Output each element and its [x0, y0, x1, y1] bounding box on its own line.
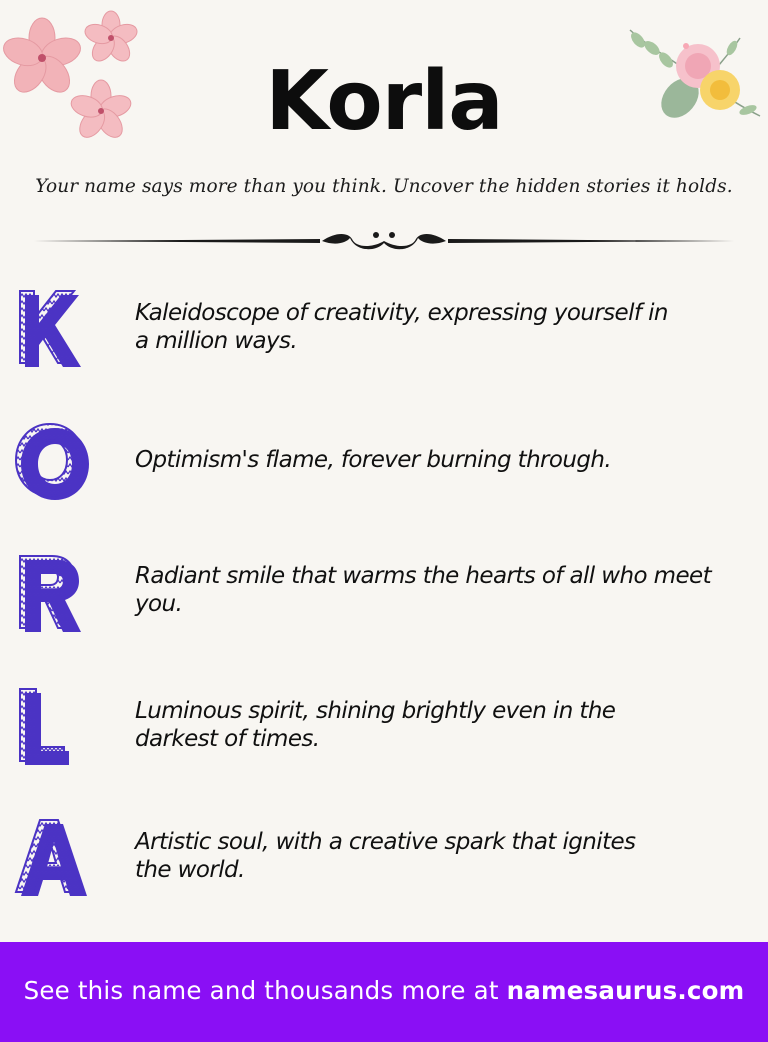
tagline: Your name says more than you think. Uncover the hidden stories it holds. — [35, 176, 733, 197]
letter-a-meaning-line-2: the world. — [135, 857, 245, 883]
letter-k-meaning-line-1: Kaleidoscope of creativity, expressing yourself in — [135, 300, 668, 326]
letter-l-icon — [12, 683, 94, 767]
letter-o-meaning-line-1: Optimism's flame, forever burning through. — [135, 447, 612, 473]
letter-l-meaning-line-2: darkest of times. — [135, 726, 320, 752]
letter-a-icon — [12, 814, 94, 898]
letter-a-meaning-line-1: Artistic soul, with a creative spark that ignites — [135, 829, 636, 855]
letter-l-meaning-line-1: Luminous spirit, shining brightly even in the — [135, 698, 616, 724]
letter-k-meaning-line-2: a million ways. — [135, 328, 298, 354]
letter-k-icon — [12, 285, 94, 369]
letter-r-icon — [12, 550, 94, 634]
letter-r-meaning-line-1: Radiant smile that warms the hearts of all who meet — [135, 563, 711, 589]
footer-banner — [0, 942, 768, 1042]
footer-prefix: See this name and thousands more at — [23, 976, 507, 1005]
footer-text — [0, 976, 768, 1005]
ornamental-divider — [30, 226, 738, 256]
letter-o-icon — [12, 420, 94, 504]
letter-r-meaning-line-2: you. — [135, 591, 183, 617]
footer-site-link[interactable]: namesaurus.com — [506, 976, 745, 1005]
page-title: Korla — [265, 54, 503, 149]
